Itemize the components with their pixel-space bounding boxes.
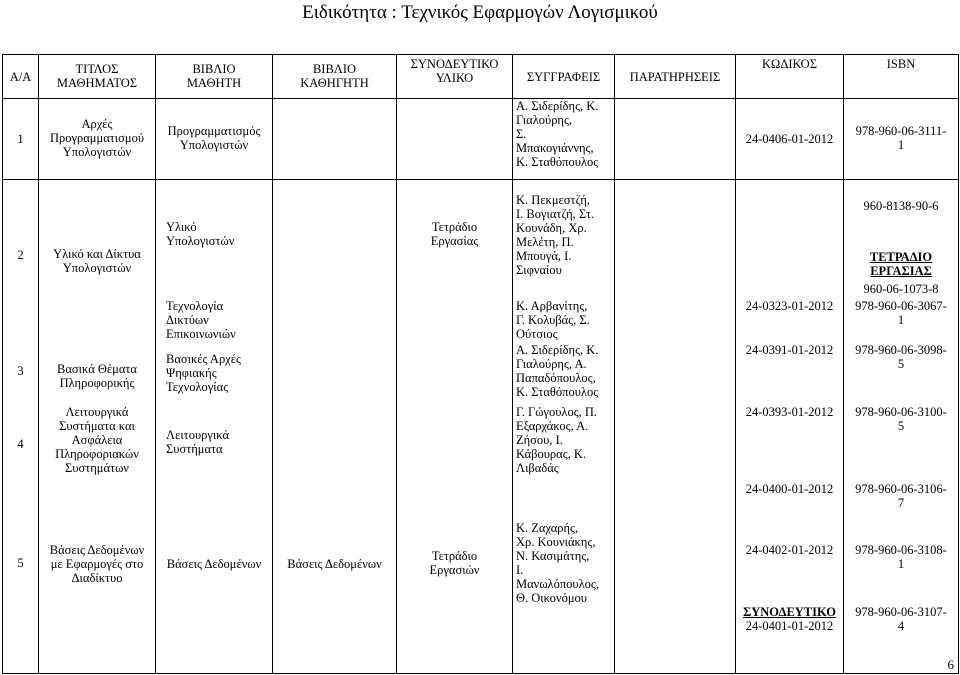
authors-2a: Κ. Πεκμεστζή, Ι. Βογιατζή, Στ. Κουνάδη, Χρ. Μελέτη, Π. Μπουγά, Ι. Σιφναίου: [516, 193, 595, 277]
course-title-3: Βασικά Θέματα Πληροφορικής: [57, 362, 137, 390]
student-book-5: Βάσεις Δεδομένων: [166, 557, 262, 571]
authors-1: Α. Σιδερίδης, Κ. Γιαλούρης, Σ. Μπακογιάννης, Κ. Σταθόπουλος: [516, 99, 599, 169]
isbn-5b: 978-960-06-3107- 4: [855, 605, 947, 633]
isbn-2b: 978-960-06-3067- 1: [855, 299, 947, 327]
course-title-1: Αρχές Προγραμματισμού Υπολογιστών: [49, 117, 145, 159]
course-title-2: Υλικό και Δίκτυα Υπολογιστών: [53, 247, 141, 275]
header-teacher-book: ΒΙΒΛΙΟ ΚΑΘΗΓΗΤΗ: [300, 62, 369, 90]
isbn-3: 978-960-06-3098- 5: [855, 343, 947, 371]
header-code: ΚΩΔΙΚΟΣ: [762, 57, 817, 71]
page-title: Ειδικότητα : Τεχνικός Εφαρμογών Λογισμικού: [302, 2, 658, 23]
student-book-1: Προγραμματισμός Υπολογιστών: [167, 124, 261, 152]
authors-2b: Κ. Αρβανίτης, Γ. Κολυβάς, Σ. Ούτσιος: [516, 299, 590, 341]
row-number-5: 5: [17, 556, 24, 570]
header-authors: ΣΥΓΓΡΑΦΕΙΣ: [526, 70, 601, 84]
code-4b: 24-0400-01-2012: [745, 482, 834, 496]
isbn-1: 978-960-06-3111- 1: [855, 124, 947, 152]
code-5b: 24-0401-01-2012: [745, 619, 834, 633]
isbn-4b: 978-960-06-3106- 7: [855, 482, 947, 510]
workbook-label: ΤΕΤΡΑΔΙΟ ΕΡΓΑΣΙΑΣ: [869, 250, 933, 278]
teacher-book-5: Βάσεις Δεδομένων: [287, 557, 382, 571]
isbn-4: 978-960-06-3100- 5: [855, 405, 947, 433]
row-number-3: 3: [17, 364, 24, 378]
student-book-4: Λειτουργικά Συστήματα: [166, 428, 230, 456]
student-book-2a: Υλικό Υπολογιστών: [166, 220, 235, 248]
supplementary-label-5: ΣΥΝΟΔΕΥΤΙΚΟ: [743, 605, 836, 619]
authors-5: Κ. Ζαχαρής, Χρ. Κουνιάκης, Ν. Κασιμάτης, Ι. Μανωλόπουλος, Θ. Οικονόμου: [516, 521, 599, 605]
header-supplementary: ΣΥΝΟΔΕΥΤΙΚΟ ΥΛΙΚΟ: [410, 57, 499, 85]
row-number-1: 1: [17, 132, 24, 146]
row-number-2: 2: [17, 248, 24, 262]
course-title-4: Λειτουργικά Συστήματα και Ασφάλεια Πληροφοριακών Συστημάτων: [55, 405, 139, 475]
code-4: 24-0393-01-2012: [745, 405, 834, 419]
header-notes: ΠΑΡΑΤΗΡΗΣΕΙΣ: [629, 70, 721, 84]
header-isbn: ISBN: [886, 57, 916, 71]
isbn-workbook: 960-06-1073-8: [863, 282, 939, 296]
course-title-5: Βάσεις Δεδομένων με Εφαρμογές στο Διαδίκτυο: [49, 543, 145, 585]
header-course-title: ΤΙΤΛΟΣ ΜΑΘΗΜΑΤΟΣ: [56, 62, 138, 90]
page-number: 6: [947, 657, 954, 672]
isbn-5: 978-960-06-3108- 1: [855, 543, 947, 571]
header-aa: Α/Α: [9, 70, 32, 84]
header-student-book: ΒΙΒΛΙΟ ΜΑΘΗΤΗ: [186, 62, 242, 90]
supplementary-5: Τετράδιο Εργασιών: [429, 549, 480, 577]
code-2b: 24-0323-01-2012: [745, 299, 834, 313]
supplementary-2: Τετράδιο Εργασίας: [430, 220, 479, 248]
code-1: 24-0406-01-2012: [745, 132, 834, 146]
isbn-2-top: 960-8138-90-6: [863, 199, 939, 213]
authors-4: Γ. Γώγουλος, Π. Εξαρχάκος, Α. Ζήσου, Ι. Κάβουρας, Κ. Λιβαδάς: [516, 405, 598, 475]
code-3: 24-0391-01-2012: [745, 343, 834, 357]
student-book-3: Βασικές Αρχές Ψηφιακής Τεχνολογίας: [166, 352, 241, 394]
authors-3: Α. Σιδερίδης, Κ. Γιαλούρης, Α. Παπαδόπουλος, Κ. Σταθόπουλος: [516, 343, 599, 399]
student-book-2b: Τεχνολογία Δικτύων Επικοινωνιών: [166, 299, 236, 341]
row-number-4: 4: [17, 437, 24, 451]
code-5: 24-0402-01-2012: [745, 543, 834, 557]
